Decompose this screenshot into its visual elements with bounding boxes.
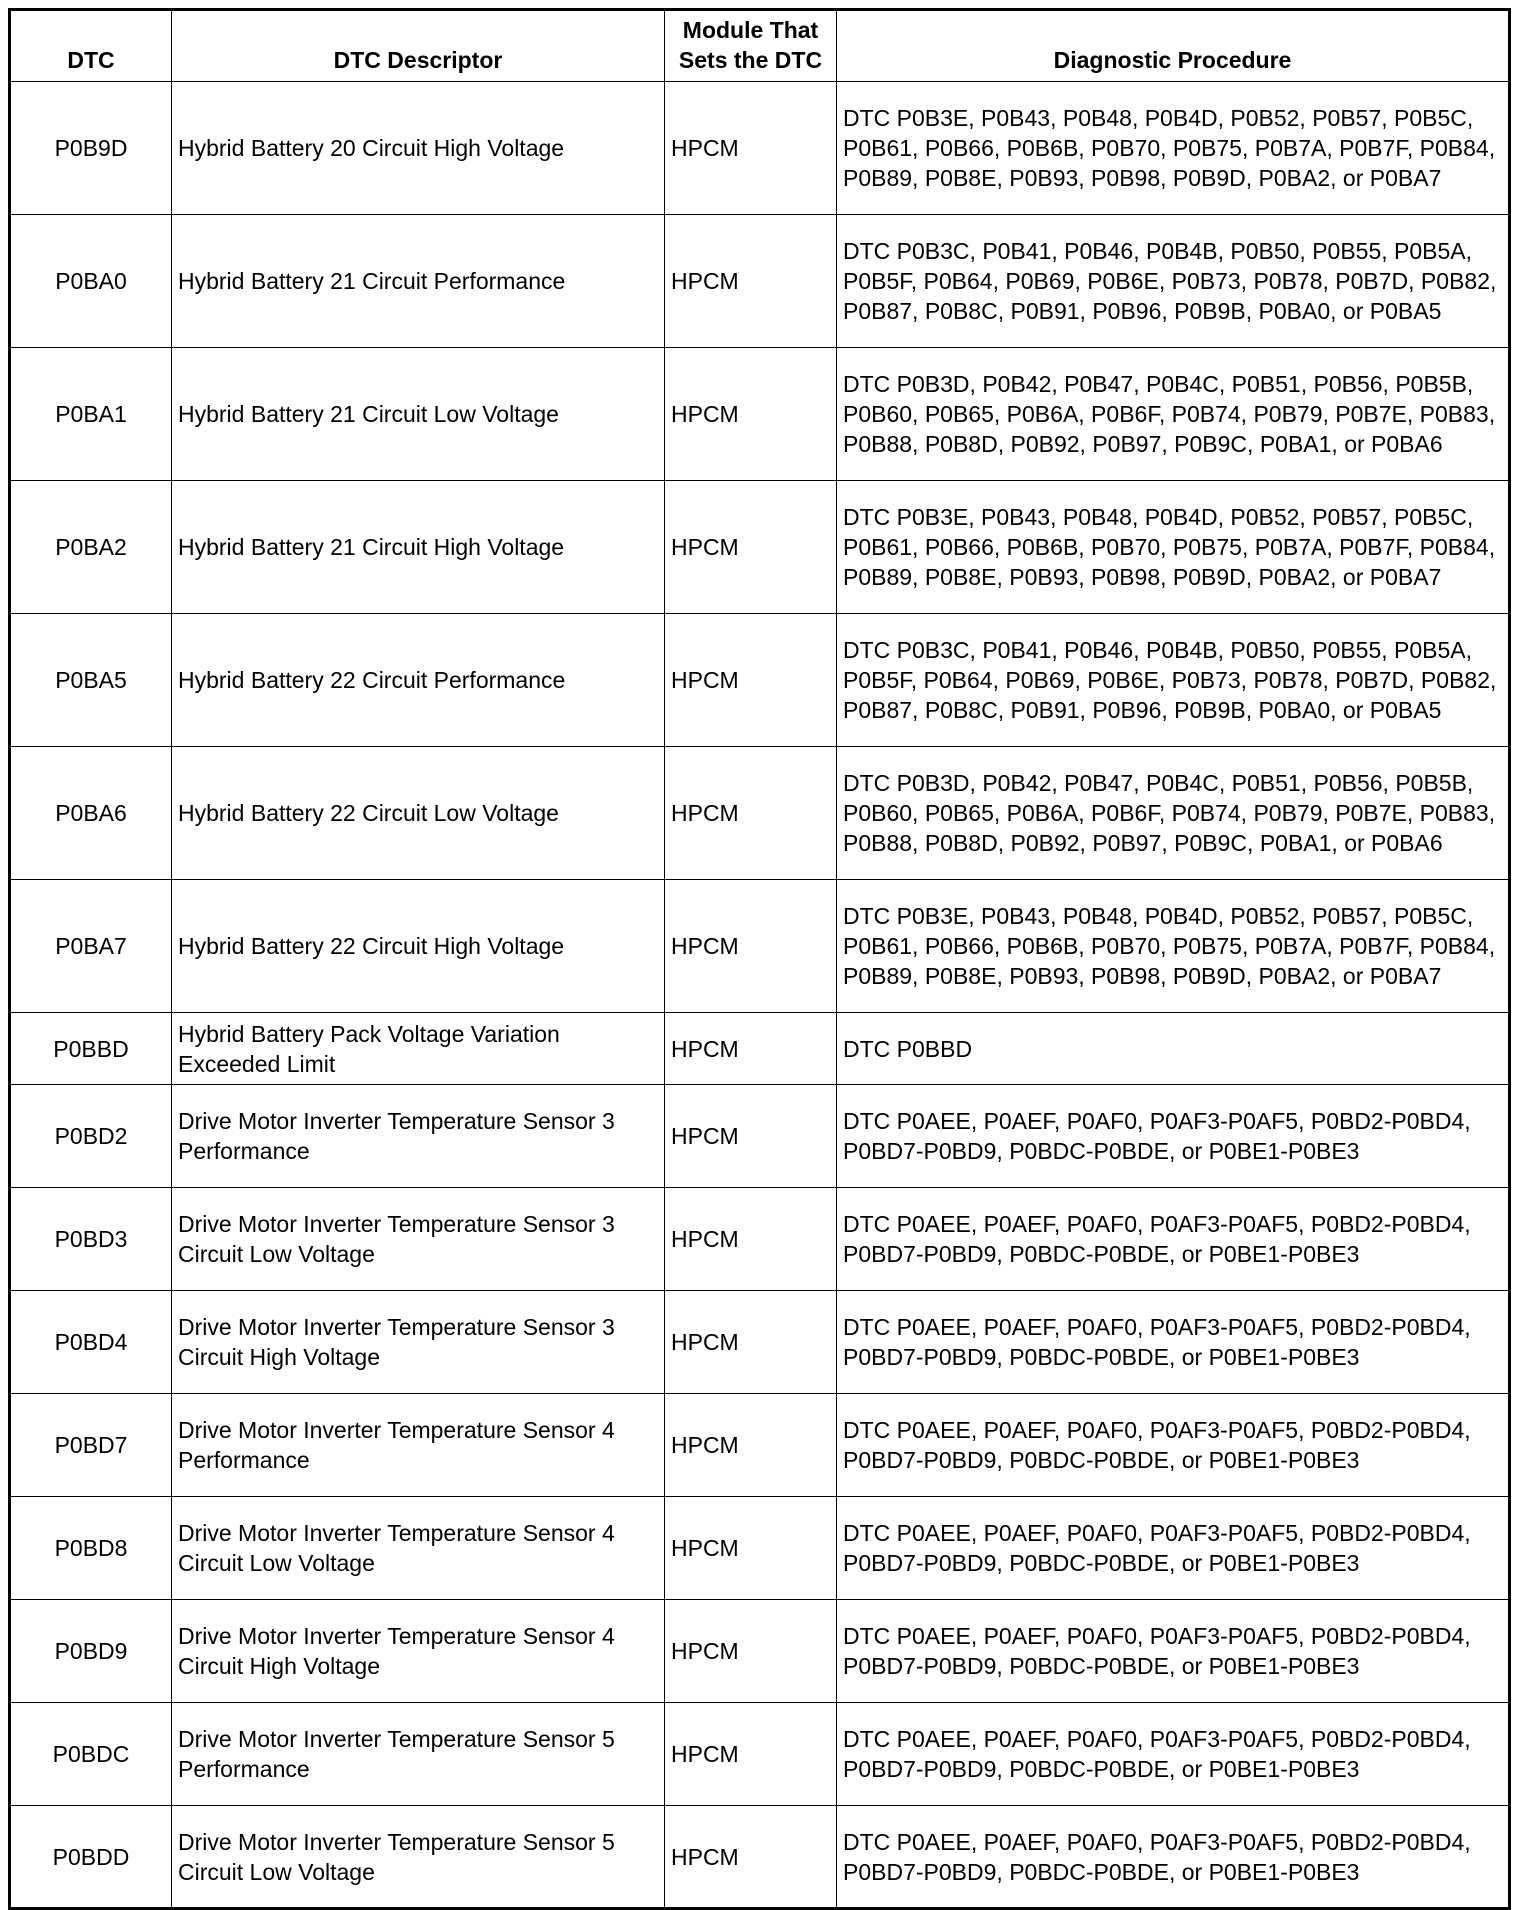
table-row [10,880,1510,1013]
table-row [10,614,1510,747]
table-row [10,481,1510,614]
header-descriptor: DTC Descriptor [172,10,665,82]
dtc-descriptor: Drive Motor Inverter Temperature Sensor 3 Circuit High Voltage [172,1291,665,1394]
table-row [10,348,1510,481]
dtc-code: P0BD8 [10,1497,172,1600]
module: HPCM [665,1497,837,1600]
dtc-code: P0BD4 [10,1291,172,1394]
module: HPCM [665,747,837,880]
table-row [10,1013,1510,1085]
diagnostic-procedure: DTC P0AEE, P0AEF, P0AF0, P0AF3-P0AF5, P0BD2-P0BD4, P0BD7-P0BD9, P0BDC-P0BDE, or P0BE1-P0BE3 [837,1291,1510,1394]
dtc-descriptor: Hybrid Battery 21 Circuit Performance [172,215,665,348]
table-row [10,1497,1510,1600]
dtc-code: P0BD7 [10,1394,172,1497]
diagnostic-procedure: DTC P0AEE, P0AEF, P0AF0, P0AF3-P0AF5, P0BD2-P0BD4, P0BD7-P0BD9, P0BDC-P0BDE, or P0BE1-P0BE3 [837,1188,1510,1291]
diagnostic-procedure: DTC P0B3D, P0B42, P0B47, P0B4C, P0B51, P0B56, P0B5B, P0B60, P0B65, P0B6A, P0B6F, P0B74, P0B79, P0B7E, P0B83, P0B88, P0B8D, P0B92, P0B97, P0B9C, P0BA1, or P0BA6 [837,348,1510,481]
dtc-descriptor: Hybrid Battery 22 Circuit High Voltage [172,880,665,1013]
diagnostic-procedure: DTC P0B3E, P0B43, P0B48, P0B4D, P0B52, P0B57, P0B5C, P0B61, P0B66, P0B6B, P0B70, P0B75, P0B7A, P0B7F, P0B84, P0B89, P0B8E, P0B93, P0B98, P0B9D, P0BA2, or P0BA7 [837,880,1510,1013]
dtc-descriptor: Hybrid Battery 21 Circuit High Voltage [172,481,665,614]
dtc-code: P0BA6 [10,747,172,880]
table-row [10,1703,1510,1806]
table-row [10,747,1510,880]
module: HPCM [665,1600,837,1703]
dtc-code: P0BDD [10,1806,172,1909]
header-row [10,10,1510,82]
diagnostic-procedure: DTC P0B3C, P0B41, P0B46, P0B4B, P0B50, P0B55, P0B5A, P0B5F, P0B64, P0B69, P0B6E, P0B73, P0B78, P0B7D, P0B82, P0B87, P0B8C, P0B91, P0B96, P0B9B, P0BA0, or P0BA5 [837,614,1510,747]
dtc-code: P0BA5 [10,614,172,747]
module: HPCM [665,1703,837,1806]
table-row [10,1188,1510,1291]
header-dtc: DTC [10,10,172,82]
diagnostic-procedure: DTC P0B3E, P0B43, P0B48, P0B4D, P0B52, P0B57, P0B5C, P0B61, P0B66, P0B6B, P0B70, P0B75, P0B7A, P0B7F, P0B84, P0B89, P0B8E, P0B93, P0B98, P0B9D, P0BA2, or P0BA7 [837,481,1510,614]
table-row [10,215,1510,348]
module: HPCM [665,481,837,614]
dtc-code: P0BA1 [10,348,172,481]
diagnostic-procedure: DTC P0AEE, P0AEF, P0AF0, P0AF3-P0AF5, P0BD2-P0BD4, P0BD7-P0BD9, P0BDC-P0BDE, or P0BE1-P0BE3 [837,1497,1510,1600]
table-row [10,82,1510,215]
table-row [10,1806,1510,1909]
dtc-code: P0BA0 [10,215,172,348]
diagnostic-procedure: DTC P0AEE, P0AEF, P0AF0, P0AF3-P0AF5, P0BD2-P0BD4, P0BD7-P0BD9, P0BDC-P0BDE, or P0BE1-P0BE3 [837,1600,1510,1703]
module: HPCM [665,1394,837,1497]
dtc-code: P0BA7 [10,880,172,1013]
diagnostic-procedure: DTC P0B3D, P0B42, P0B47, P0B4C, P0B51, P0B56, P0B5B, P0B60, P0B65, P0B6A, P0B6F, P0B74, P0B79, P0B7E, P0B83, P0B88, P0B8D, P0B92, P0B97, P0B9C, P0BA1, or P0BA6 [837,747,1510,880]
dtc-descriptor: Drive Motor Inverter Temperature Sensor 4 Circuit High Voltage [172,1600,665,1703]
dtc-descriptor: Hybrid Battery Pack Voltage Variation Exceeded Limit [172,1013,665,1085]
module: HPCM [665,82,837,215]
module: HPCM [665,1085,837,1188]
dtc-descriptor: Drive Motor Inverter Temperature Sensor 3 Circuit Low Voltage [172,1188,665,1291]
dtc-code: P0BD2 [10,1085,172,1188]
header-procedure: Diagnostic Procedure [837,10,1510,82]
table-row [10,1085,1510,1188]
module: HPCM [665,1188,837,1291]
dtc-descriptor: Drive Motor Inverter Temperature Sensor 4 Performance [172,1394,665,1497]
dtc-code: P0BD3 [10,1188,172,1291]
table-row [10,1291,1510,1394]
dtc-code: P0BDC [10,1703,172,1806]
dtc-descriptor: Hybrid Battery 20 Circuit High Voltage [172,82,665,215]
dtc-code: P0BBD [10,1013,172,1085]
module: HPCM [665,348,837,481]
table-row [10,1600,1510,1703]
module: HPCM [665,1013,837,1085]
module: HPCM [665,1291,837,1394]
dtc-code: P0BA2 [10,481,172,614]
header-module-line1: Module That [682,17,819,43]
dtc-descriptor: Drive Motor Inverter Temperature Sensor 5 Performance [172,1703,665,1806]
dtc-table [8,8,1511,1910]
dtc-descriptor: Hybrid Battery 22 Circuit Performance [172,614,665,747]
diagnostic-procedure: DTC P0BBD [837,1013,1510,1085]
diagnostic-procedure: DTC P0AEE, P0AEF, P0AF0, P0AF3-P0AF5, P0BD2-P0BD4, P0BD7-P0BD9, P0BDC-P0BDE, or P0BE1-P0BE3 [837,1703,1510,1806]
dtc-descriptor: Hybrid Battery 22 Circuit Low Voltage [172,747,665,880]
dtc-descriptor: Hybrid Battery 21 Circuit Low Voltage [172,348,665,481]
diagnostic-procedure: DTC P0B3E, P0B43, P0B48, P0B4D, P0B52, P0B57, P0B5C, P0B61, P0B66, P0B6B, P0B70, P0B75, P0B7A, P0B7F, P0B84, P0B89, P0B8E, P0B93, P0B98, P0B9D, P0BA2, or P0BA7 [837,82,1510,215]
module: HPCM [665,215,837,348]
module: HPCM [665,1806,837,1909]
dtc-code: P0BD9 [10,1600,172,1703]
module: HPCM [665,880,837,1013]
module: HPCM [665,614,837,747]
diagnostic-procedure: DTC P0AEE, P0AEF, P0AF0, P0AF3-P0AF5, P0BD2-P0BD4, P0BD7-P0BD9, P0BDC-P0BDE, or P0BE1-P0BE3 [837,1806,1510,1909]
dtc-descriptor: Drive Motor Inverter Temperature Sensor 5 Circuit Low Voltage [172,1806,665,1909]
header-module-line2: Sets the DTC [678,47,823,73]
diagnostic-procedure: DTC P0AEE, P0AEF, P0AF0, P0AF3-P0AF5, P0BD2-P0BD4, P0BD7-P0BD9, P0BDC-P0BDE, or P0BE1-P0BE3 [837,1394,1510,1497]
diagnostic-procedure: DTC P0B3C, P0B41, P0B46, P0B4B, P0B50, P0B55, P0B5A, P0B5F, P0B64, P0B69, P0B6E, P0B73, P0B78, P0B7D, P0B82, P0B87, P0B8C, P0B91, P0B96, P0B9B, P0BA0, or P0BA5 [837,215,1510,348]
header-module [665,10,837,82]
dtc-descriptor: Drive Motor Inverter Temperature Sensor 4 Circuit Low Voltage [172,1497,665,1600]
table-row [10,1394,1510,1497]
dtc-descriptor: Drive Motor Inverter Temperature Sensor 3 Performance [172,1085,665,1188]
dtc-code: P0B9D [10,82,172,215]
diagnostic-procedure: DTC P0AEE, P0AEF, P0AF0, P0AF3-P0AF5, P0BD2-P0BD4, P0BD7-P0BD9, P0BDC-P0BDE, or P0BE1-P0BE3 [837,1085,1510,1188]
